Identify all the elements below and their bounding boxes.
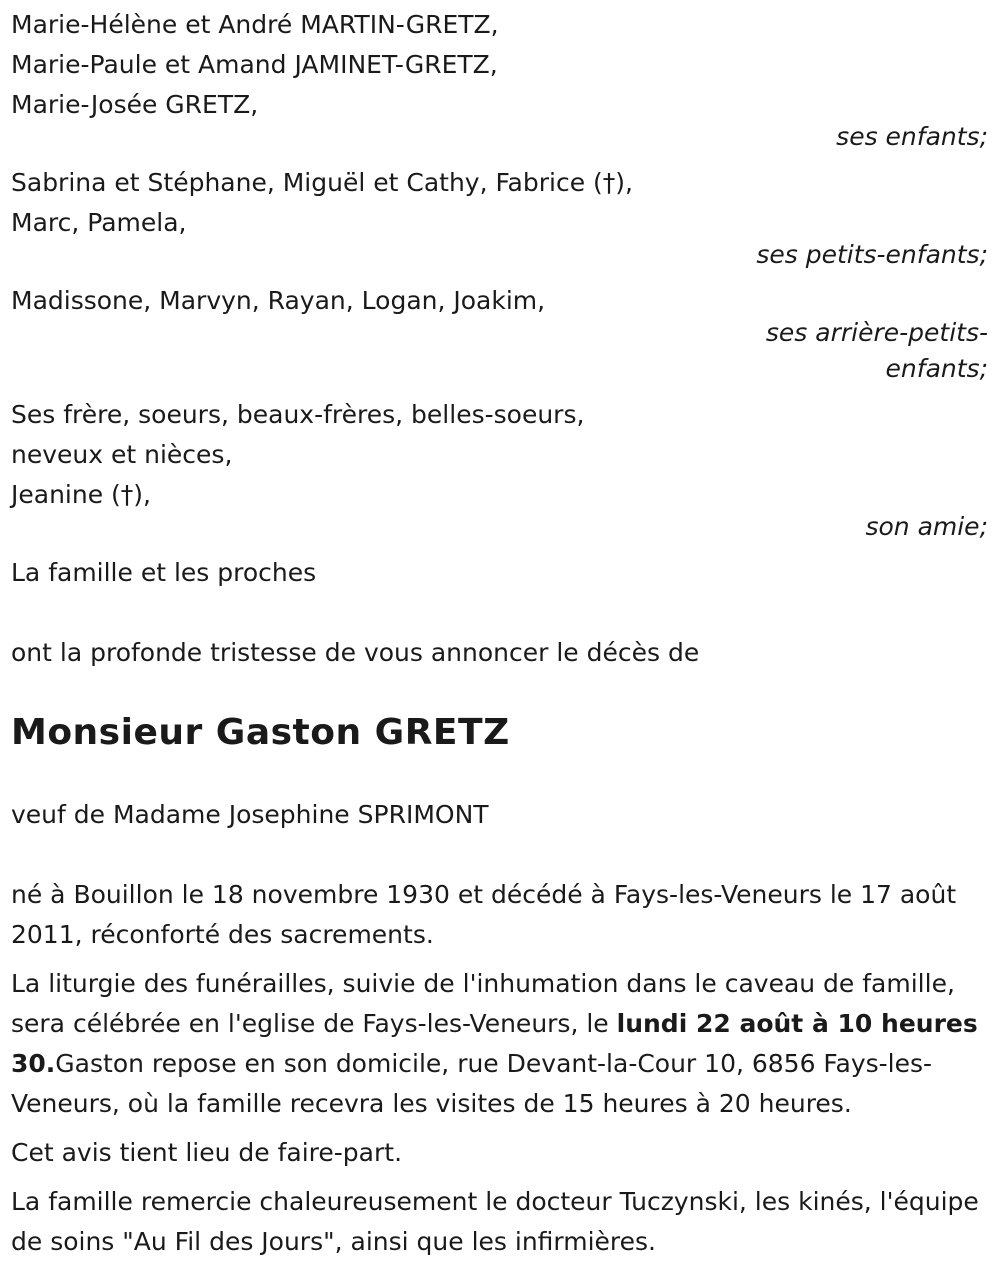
funeral-text-before: La liturgie des funérailles, suivie de l'inhumation dans le caveau de famille, sera célébrée en l'eglise de Fays-les-Veneurs, le [11,969,955,1038]
children-section [11,5,990,155]
siblings-section [11,395,990,545]
grandchildren-role: ses petits-enfants; [756,240,988,269]
funeral-paragraph [11,964,990,1124]
announcement-text: ont la profonde tristesse de vous annoncer le décès de [11,638,700,667]
family-line: La famille et les proches [11,558,317,587]
birth-death-text: né à Bouillon le 18 novembre 1930 et décédé à Fays-les-Veneurs le 17 août 2011, réconforté des sacrements. [11,880,957,949]
widower-text: veuf de Madame Josephine SPRIMONT [11,800,489,829]
great-grandchildren-role: ses arrière-petits- [765,318,988,347]
children-line: Marie-Josée GRETZ, [11,90,259,119]
grandchildren-line: Sabrina et Stéphane, Miguël et Cathy, Fabrice (†), [11,168,633,197]
friend-role: son amie; [865,512,988,541]
siblings-line: Jeanine (†), [11,480,151,509]
deceased-name: Monsieur Gaston GRETZ [11,712,510,753]
siblings-line: neveux et nièces, [11,440,233,469]
children-role: ses enfants; [836,122,988,151]
grandchildren-line: Marc, Pamela, [11,208,187,237]
thanks-text: La famille remercie chaleureusement le docteur Tuczynski, les kinés, l'équipe de soins "Au Fil des Jours", ainsi que les infirmières. [11,1187,979,1256]
funeral-text-after: Gaston repose en son domicile, rue Devant-la-Cour 10, 6856 Fays-les-Veneurs, où la famille recevra les visites de 15 heures à 20 heures. [11,1049,933,1118]
notice-text: Cet avis tient lieu de faire-part. [11,1138,403,1167]
children-line: Marie-Paule et Amand JAMINET-GRETZ, [11,50,498,79]
siblings-line: Ses frère, soeurs, beaux-frères, belles-soeurs, [11,400,585,429]
great-grandchildren-section [11,281,990,387]
children-line: Marie-Hélène et André MARTIN-GRETZ, [11,10,499,39]
funeral-date: lundi 22 août à 10 heures 30. [11,1009,978,1078]
great-grandchildren-role-cont: enfants; [885,354,988,383]
great-grandchildren-line: Madissone, Marvyn, Rayan, Logan, Joakim, [11,286,546,315]
grandchildren-section [11,163,990,273]
